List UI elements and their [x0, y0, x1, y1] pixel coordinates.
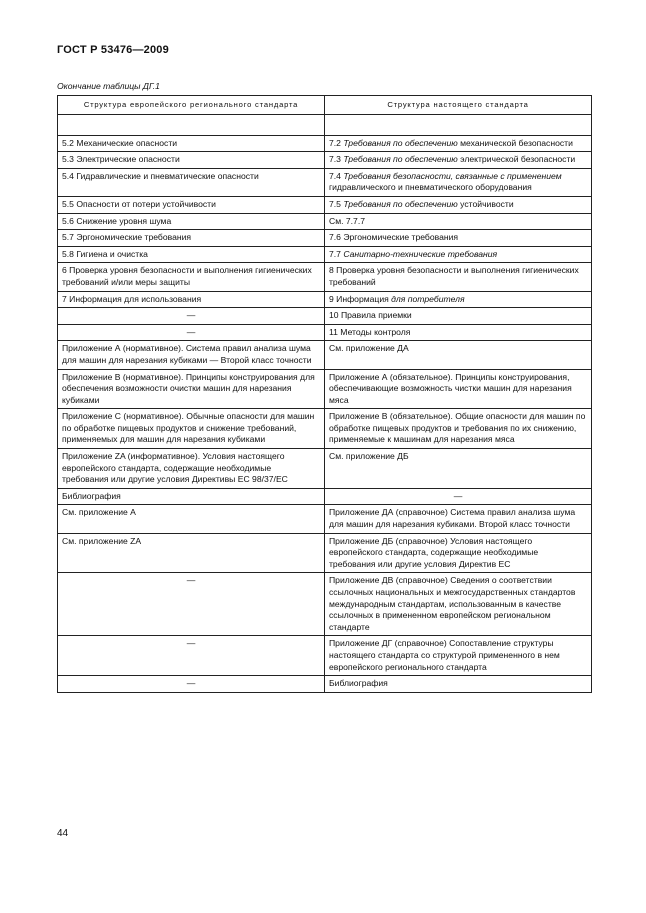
table-row	[58, 308, 592, 325]
national-structure-cell	[325, 449, 592, 489]
cell-text: устойчивости	[457, 198, 514, 209]
national-structure-cell	[325, 636, 592, 676]
cell-text: Требования безопасности, связанные с применением	[343, 170, 562, 181]
national-structure-cell	[325, 152, 592, 169]
table-row	[58, 505, 592, 533]
european-structure-cell: 5.6 Снижение уровня шума	[58, 213, 325, 230]
cell-text: Санитарно-технические требования	[343, 248, 498, 259]
table-spacer-row	[58, 114, 592, 135]
national-structure-cell	[325, 488, 592, 505]
document-header: ГОСТ Р 53476—2009	[57, 44, 169, 56]
cell-text: 9 Информация	[329, 293, 392, 304]
cell-text: для потребителя	[391, 293, 465, 304]
table-row	[58, 409, 592, 449]
table-row	[58, 263, 592, 291]
cell-text: 7.2	[329, 137, 344, 148]
cell-text: 7.7	[329, 248, 344, 259]
national-structure-cell	[325, 246, 592, 263]
european-structure-cell: —	[58, 636, 325, 676]
national-structure-cell	[325, 676, 592, 693]
european-structure-cell: См. приложение ZA	[58, 533, 325, 573]
national-structure-cell	[325, 324, 592, 341]
national-structure-cell	[325, 291, 592, 308]
european-structure-cell: Библиография	[58, 488, 325, 505]
european-structure-cell: Приложение А (нормативное). Система правил анализа шума для машин для нарезания кубиками — Второй класс точности	[58, 341, 325, 369]
table-row	[58, 341, 592, 369]
european-structure-cell: 6 Проверка уровня безопасности и выполнения гигиенических требований и/или меры защиты	[58, 263, 325, 291]
cell-text: гидравлического и пневматического оборудования	[329, 182, 532, 193]
spacer-cell	[58, 114, 325, 135]
cell-text: Приложение ДБ (справочное) Условия настоящего европейского стандарта, содержащие необходимые требования или другие условия Директив ЕС	[329, 535, 539, 569]
table-row	[58, 676, 592, 693]
cell-text: Приложение В (обязательное). Общие опасности для машин по обработке пищевых продуктов и требования по их снижению, применяемые к машинам для нарезания мяса	[329, 411, 586, 445]
cell-text: Приложение ДА (справочное) Система правил анализа шума для машин для нарезания кубиками. Второй класс точности	[329, 507, 576, 530]
table-caption: Окончание таблицы ДГ.1	[57, 81, 160, 91]
national-structure-cell	[325, 409, 592, 449]
european-structure-cell: 5.7 Эргономические требования	[58, 230, 325, 247]
spacer-cell	[325, 114, 592, 135]
cell-text: 8 Проверка уровня безопасности и выполнения гигиенических требований	[329, 265, 579, 287]
european-structure-cell: 5.5 Опасности от потери устойчивости	[58, 196, 325, 213]
cell-text: электрической безопасности	[457, 154, 576, 165]
comparison-table	[57, 95, 592, 693]
cell-text: Требования по обеспечению	[343, 137, 458, 148]
european-structure-cell: 7 Информация для использования	[58, 291, 325, 308]
european-structure-cell: —	[58, 324, 325, 341]
cell-text: 7.5	[329, 198, 344, 209]
national-structure-cell	[325, 196, 592, 213]
cell-text: См. приложение ДА	[329, 343, 409, 354]
table-row	[58, 488, 592, 505]
table-row	[58, 230, 592, 247]
european-structure-cell: Приложение В (нормативное). Принципы конструирования для обеспечения возможности очистки машин для нарезания кубиками	[58, 369, 325, 409]
column-header-national: Структура настоящего стандарта	[325, 96, 592, 115]
european-structure-cell: —	[58, 573, 325, 636]
cell-text: Библиография	[329, 678, 388, 689]
national-structure-cell	[325, 341, 592, 369]
cell-text: Требования по обеспечению	[343, 154, 458, 165]
european-structure-cell: Приложение С (нормативное). Обычные опасности для машин по обработке пищевых продуктов и снижение требований, применяемых для машин для нарезания кубиками	[58, 409, 325, 449]
table-row	[58, 246, 592, 263]
cell-text: 7.4	[329, 170, 344, 181]
cell-text: 10 Правила приемки	[329, 310, 412, 321]
cell-text: Требования по обеспечению	[343, 198, 458, 209]
national-structure-cell	[325, 308, 592, 325]
table-header-row	[58, 96, 592, 115]
european-structure-cell: 5.4 Гидравлические и пневматические опасности	[58, 168, 325, 196]
table-row	[58, 573, 592, 636]
cell-text: 7.3	[329, 154, 344, 165]
cell-text: Приложение ДВ (справочное) Сведения о соответствии ссылочных национальных и межгосударственных стандартов международным стандартам, использованным в качестве ссылочных в примененном европейском региональном стандарте	[329, 575, 576, 632]
european-structure-cell: —	[58, 676, 325, 693]
cell-text: 7.6 Эргономические требования	[329, 232, 459, 243]
european-structure-cell: Приложение ZA (информативное). Условия настоящего европейского стандарта, содержащие необходимые требования или другие условия Директивы ЕС 98/37/ЕС	[58, 449, 325, 489]
national-structure-cell	[325, 213, 592, 230]
table-row	[58, 152, 592, 169]
national-structure-cell	[325, 533, 592, 573]
table-row	[58, 636, 592, 676]
european-structure-cell: См. приложение А	[58, 505, 325, 533]
european-structure-cell: 5.2 Механические опасности	[58, 135, 325, 152]
cell-text: механической безопасности	[457, 137, 573, 148]
column-header-european: Структура европейского регионального стандарта	[58, 96, 325, 115]
table-row	[58, 213, 592, 230]
cell-text: Приложение ДГ (справочное) Сопоставление структуры настоящего стандарта со структурой примененного в нем европейского регионального стандарта	[329, 638, 560, 672]
cell-text: 11 Методы контроля	[329, 326, 411, 337]
national-structure-cell	[325, 263, 592, 291]
table-row	[58, 324, 592, 341]
table-row	[58, 291, 592, 308]
national-structure-cell	[325, 230, 592, 247]
national-structure-cell	[325, 168, 592, 196]
national-structure-cell	[325, 135, 592, 152]
national-structure-cell	[325, 505, 592, 533]
table-row	[58, 449, 592, 489]
cell-text: Приложение А (обязательное). Принципы конструирования, обеспечивающие возможность чистки машин для нарезания мяса	[329, 371, 572, 405]
cell-text: См. приложение ДБ	[329, 451, 409, 462]
cell-text: —	[453, 490, 463, 501]
national-structure-cell	[325, 369, 592, 409]
european-structure-cell: 5.8 Гигиена и очистка	[58, 246, 325, 263]
table-row	[58, 168, 592, 196]
cell-text: См. 7.7.7	[329, 215, 366, 226]
table-row	[58, 533, 592, 573]
national-structure-cell	[325, 573, 592, 636]
european-structure-cell: 5.3 Электрические опасности	[58, 152, 325, 169]
table-row	[58, 196, 592, 213]
page-number: 44	[57, 828, 69, 839]
european-structure-cell: —	[58, 308, 325, 325]
table-row	[58, 135, 592, 152]
table-row	[58, 369, 592, 409]
